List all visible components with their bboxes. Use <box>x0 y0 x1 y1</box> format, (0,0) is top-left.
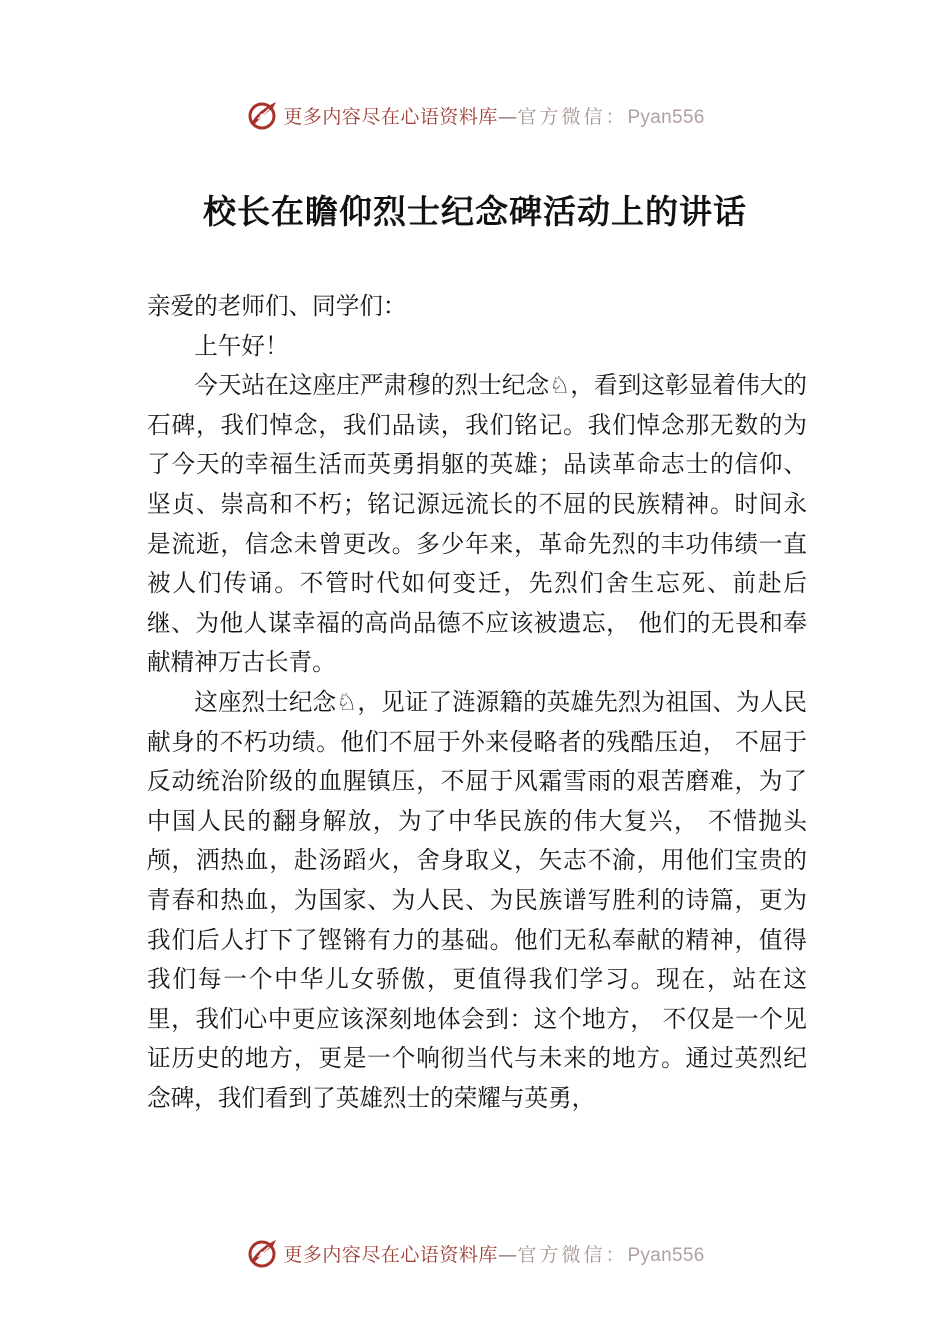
salutation: 亲爱的老师们、同学们： <box>147 292 407 320</box>
footer-banner-text: 更多内容尽在心语资料库—官方微信：Pyan556 <box>283 1243 705 1266</box>
header-banner <box>0 95 950 135</box>
document-body <box>147 287 807 1118</box>
header-banner-text: 更多内容尽在心语资料库—官方微信：Pyan556 <box>283 105 705 128</box>
greeting: 上午好！ <box>194 331 289 360</box>
document-title: 校长在瞻仰烈士纪念碑活动上的讲话 <box>203 192 747 231</box>
pen-nib-circle-icon <box>245 97 281 133</box>
pen-nib-circle-icon <box>245 1235 281 1271</box>
paragraph: 这座烈士纪念♘，见证了涟源籍的英雄先烈为祖国、为人民献身的不朽功绩。他们不屈于外来侵略者的残酷压迫， 不屈于反动统治阶级的血腥镇压，不屈于风霜雪雨的艰苦磨难，为了中国人民的翻身解放，为了中华民族的伟大复兴， 不惜抛头颅，洒热血，赴汤蹈火，舍身取义，矢志不渝，用他们宝贵的青春和热血，为国家、为人民、为民族谱写胜利的诗篇，更为我们后人打下了铿锵有力的基础。他们无私奉献的精神，值得我们每一个中华儿女骄傲，更值得我们学习。现在，站在这里，我们心中更应该深刻地体会到：这个地方， 不仅是一个见证历史的地方，更是一个响彻当代与未来的地方。通过英烈纪念碑，我们看到了英雄烈士的荣耀与英勇， <box>147 687 807 1112</box>
paragraph: 今天站在这座庄严肃穆的烈士纪念♘，看到这彰显着伟大的石碑，我们悼念，我们品读，我们铭记。我们悼念那无数的为了今天的幸福生活而英勇捐躯的英雄；品读革命志士的信仰、坚贞、崇高和不朽；铭记源远流长的不屈的民族精神。时间永是流逝，信念未曾更改。多少年来，革命先烈的丰功伟绩一直被人们传诵。不管时代如何变迁，先烈们舍生忘死、前赴后继、为他人谋幸福的高尚品德不应该被遗忘， 他们的无畏和奉献精神万古长青。 <box>147 371 807 677</box>
footer-banner <box>0 1233 950 1273</box>
